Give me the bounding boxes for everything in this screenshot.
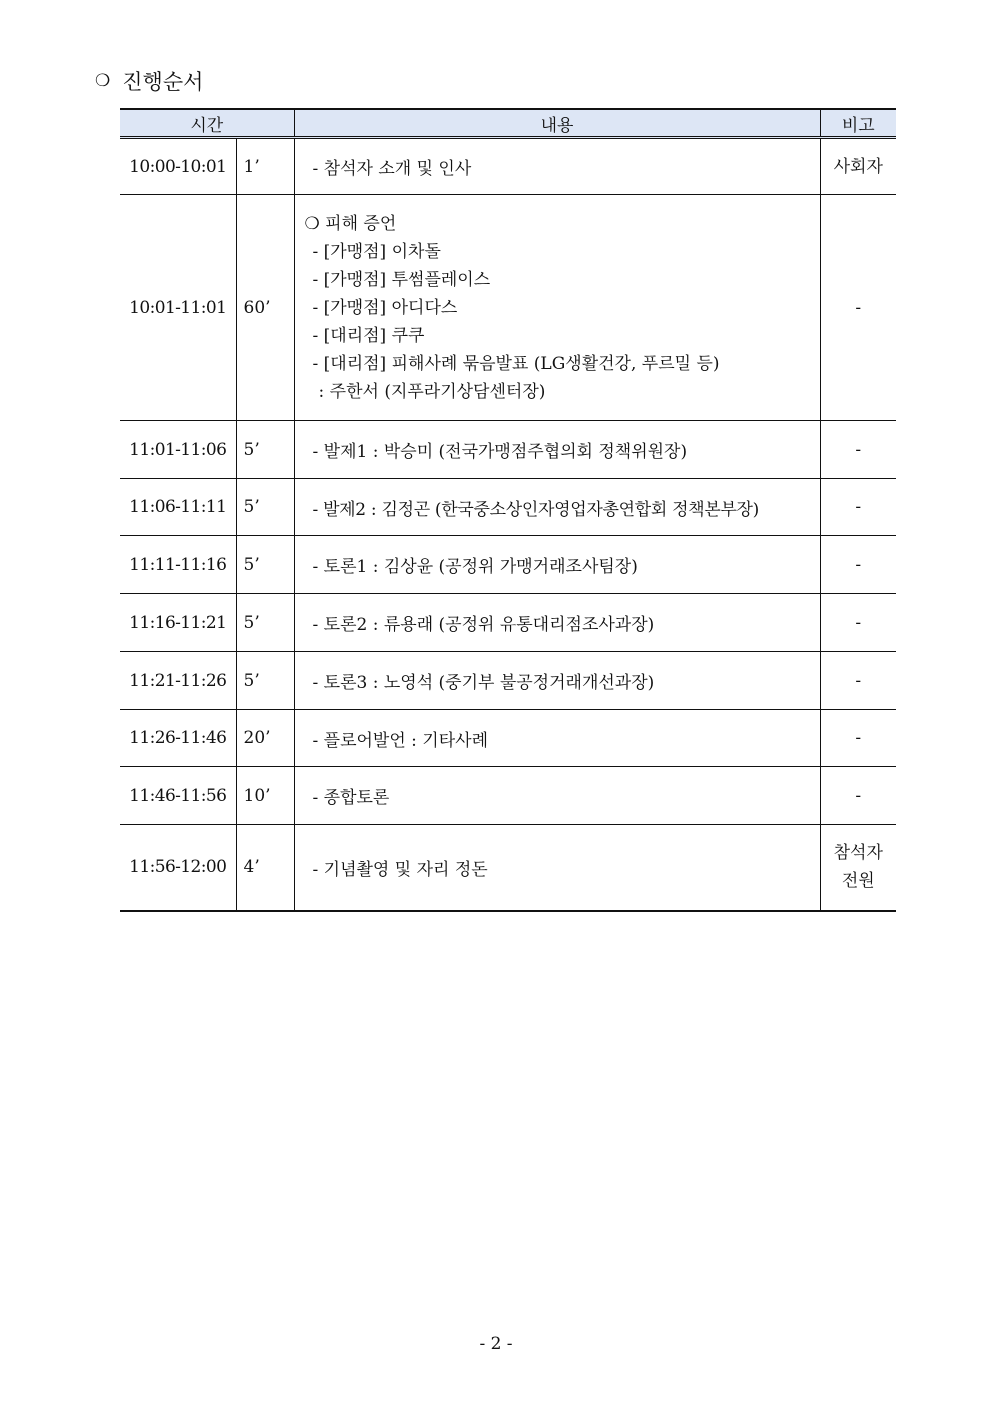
row-content: - 발제1 : 박승미 (전국가맹점주협의회 정책위원장) [294,421,820,479]
row-note [820,195,896,421]
note-line: - [855,297,862,318]
row-time: 11:26-11:46 [120,710,236,767]
row-time: 11:21-11:26 [120,652,236,710]
list-item: - [가맹점] 투썸플레이스 [312,269,491,290]
page-number: - 2 - [479,1334,513,1354]
testimony-heading: ❍ 피해 증언 [304,213,397,234]
row-content [294,195,820,421]
note-line: - [855,497,862,517]
note-line: - [855,670,862,691]
note-line: 사회자 [833,156,883,177]
row-duration: 5’ [236,479,294,536]
table-row [120,195,896,421]
row-duration: 60’ [236,195,294,421]
row-note [820,479,896,536]
row-duration: 5’ [236,594,294,652]
note-line: - [855,785,862,806]
section-title-text: 진행순서 [122,70,204,94]
list-item: - [대리점] 피해사례 묶음발표 (LG생활건강, 푸르밀 등) [312,353,720,374]
note-line: 전원 [841,871,875,892]
row-time: 11:56-12:00 [120,825,236,911]
row-content: - 종합토론 [294,767,820,825]
row-duration: 5’ [236,421,294,479]
row-time: 10:01-11:01 [120,195,236,421]
row-content: - 토론2 : 류용래 (공정위 유통대리점조사과장) [294,594,820,652]
speaker-line: : 주한서 (지푸라기상담센터장) [318,381,546,402]
table-row [120,652,896,710]
row-note [820,138,896,195]
note-line: - [855,554,862,575]
row-note [820,825,896,911]
row-time: 11:11-11:16 [120,536,236,594]
row-note [820,767,896,825]
note-line: - [855,612,862,633]
header-time: 시간 [120,109,294,138]
row-duration: 5’ [236,536,294,594]
note-line: - [855,728,862,748]
row-note [820,536,896,594]
row-time: 11:46-11:56 [120,767,236,825]
row-duration: 4’ [236,825,294,911]
row-note [820,652,896,710]
row-note [820,710,896,767]
row-time: 10:00-10:01 [120,138,236,195]
row-duration: 10’ [236,767,294,825]
table-row [120,710,896,767]
section-title [95,66,203,96]
list-item: - [가맹점] 아디다스 [312,297,458,318]
note-line: 참석자 [833,843,883,864]
table-row [120,138,896,195]
row-content: - 토론1 : 김상윤 (공정위 가맹거래조사팀장) [294,536,820,594]
header-note: 비고 [820,109,896,138]
row-time: 11:01-11:06 [120,421,236,479]
row-content: - 토론3 : 노영석 (중기부 불공정거래개선과장) [294,652,820,710]
row-content: - 기념촬영 및 자리 정돈 [294,825,820,911]
note-line: - [855,439,862,460]
circle-bullet-icon: ❍ [95,71,111,91]
row-time: 11:16-11:21 [120,594,236,652]
list-item: - [대리점] 쿠쿠 [312,325,425,346]
row-content: - 플로어발언 : 기타사례 [294,710,820,767]
table-row [120,594,896,652]
table-row [120,767,896,825]
row-duration: 5’ [236,652,294,710]
header-content: 내용 [294,109,820,138]
table-row [120,536,896,594]
row-duration: 1’ [236,138,294,195]
table-row [120,479,896,536]
table-header-row [120,109,896,138]
row-note [820,421,896,479]
row-content: - 발제2 : 김정곤 (한국중소상인자영업자총연합회 정책본부장) [294,479,820,536]
list-item: - [가맹점] 이차돌 [312,241,441,262]
row-time: 11:06-11:11 [120,479,236,536]
table-row [120,825,896,911]
row-duration: 20’ [236,710,294,767]
schedule-table [120,108,896,912]
row-note [820,594,896,652]
row-content: - 참석자 소개 및 인사 [294,138,820,195]
table-row [120,421,896,479]
